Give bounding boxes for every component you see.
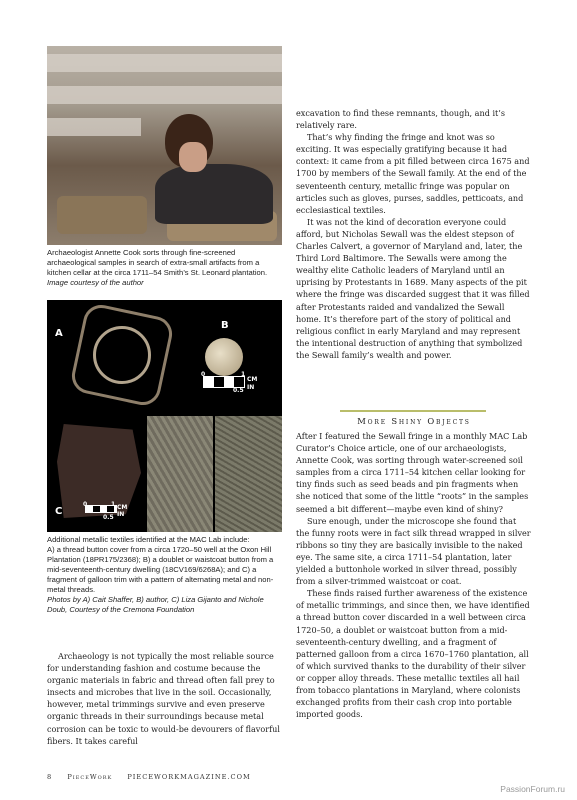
body-paragraph: That’s why finding the fringe and knot was so exciting. It was especially gratifying because it had context: it came from a pit filled between circa 1675 and 1700 by members of the Sewall family. At the end of the seventeenth century, metallic fringe was popular on articles such as gloves, purses, saddles, petticoats, and ecclesiastical textiles.	[296, 132, 530, 215]
scale-label: 0	[83, 501, 88, 508]
person-figure	[179, 142, 207, 172]
scale-label: 0.5	[103, 514, 114, 521]
body-paragraph: Sure enough, under the microscope she found that the funny roots were in fact silk thread wrapped in silver ribbons so tiny they are basically invisible to the naked eye. The same site, a circa 1711–54 plantation, later yielded a buttonhole worked in silver thread, possibly from a silver-trimmed waistcoat or coat.	[296, 515, 531, 587]
panel-label-b: B	[221, 320, 229, 331]
panel-label-a: A	[55, 328, 63, 339]
page-footer	[47, 773, 263, 781]
right-column-section-text	[296, 430, 532, 720]
scale-unit-in: IN	[247, 384, 255, 391]
panel-label-c: C	[55, 506, 63, 517]
website-url: PIECEWORKMAGAZINE.COM	[127, 773, 251, 781]
body-paragraph: These finds raised further awareness of the existence of metallic trimmings, and since then, we have identified a thread button cover discarded in a well between circa 1720–50, a doublet or waistcoat button from a mid-seventeenth-century dwelling, and a fragment of patterned galloon from a circa 1670–1760 plantation, all of which survived thanks to the durability of their silver or copper alloy threads. These metallic textiles all hail from tobacco plantations in Maryland, where colonists exchanged profits from their cash crop into portable imported goods.	[296, 588, 530, 720]
scale-unit-cm: CM	[117, 504, 128, 511]
body-paragraph: excavation to find these remnants, though, and it’s relatively rare.	[296, 108, 506, 131]
page-number: 8	[47, 773, 53, 781]
caption-text: Additional metallic textiles identified at the MAC Lab include:	[47, 535, 250, 544]
section-heading-text: More Shiny Objects	[357, 416, 471, 426]
micrograph-panel	[215, 416, 282, 532]
scale-unit-in: IN	[117, 511, 125, 518]
artifact-tray	[57, 196, 147, 234]
caption-credit: Image courtesy of the author	[47, 278, 144, 287]
scale-label: 1	[241, 371, 246, 378]
caption-credit: Photos by A) Cait Shaffer, B) author, C) Liza Gijanto and Nichole Doub, Courtesy of the Cremona Foundation	[47, 595, 264, 614]
thread-button-cover	[93, 326, 151, 384]
metallic-textiles-photo	[47, 300, 282, 532]
caption-text: Archaeologist Annette Cook sorts through fine-screened archaeological samples in search of extra-small artifacts from a kitchen cellar at the circa 1711–54 Smith’s St. Leonard plantation.	[47, 248, 268, 277]
scale-unit-cm: CM	[247, 376, 258, 383]
doublet-button	[205, 338, 246, 378]
galloon-fragment	[57, 424, 141, 518]
left-column-text	[47, 650, 283, 747]
body-paragraph: After I featured the Sewall fringe in a monthly MAC Lab Curator’s Choice article, one of our archaeologists, Annette Cook, was sorting through water-screened soil samples from a circa 1711–54 kitchen cellar looking for tiny finds such as seed beads and pin fragments when she noticed that some of the little “roots” in the samples seemed a bit different—maybe even kind of shiny?	[296, 431, 529, 514]
magazine-name: PieceWork	[67, 773, 113, 781]
figure-1-caption	[47, 248, 285, 288]
person-figure	[155, 164, 273, 224]
body-paragraph: Archaeology is not typically the most reliable source for understanding fashion and costume because the organic materials in fabric and thread often fall prey to insects and microbes that live in the soil. Occasionally, however, metal trimmings survive and even preserve organic threads in their surroundings because metal corrosion can be toxic to would-be devourers of flavorful fibers. It takes careful	[47, 651, 280, 746]
caption-text: A) a thread button cover from a circa 1720–50 well at the Oxon Hill Plantation (18PR175/2368); B) a doublet or waistcoat button from a mid-seventeenth-century dwelling (18CV169/6268A); and C) a fragment of galloon trim with a pattern of alternating metal and non-metal threads.	[47, 545, 274, 594]
scale-label: 0	[201, 371, 206, 378]
right-column-text	[296, 107, 532, 361]
section-heading	[296, 416, 532, 426]
figure-2-caption	[47, 535, 283, 615]
body-paragraph: It was not the kind of decoration everyone could afford, but Nicholas Sewall was the eldest stepson of Charles Calvert, a governor of Maryland and, later, the Third Lord Baltimore. The Sewalls were among the wealthy elite Catholic leaders of Maryland until an uprising by Protestants in 1689. Many aspects of the pit where the fringe was discarded suggest that it was filled after Protestants raided and vandalized the Sewall home. It’s therefore part of the story of political and religious conflict in early Maryland and may represent the intentional destruction of anything that symbolized the Sewall family’s wealth and power.	[296, 216, 530, 360]
scale-label: 0.5	[233, 387, 244, 394]
archaeologist-photo	[47, 46, 282, 245]
watermark: PassionForum.ru	[500, 784, 565, 794]
scale-label: 1	[111, 501, 116, 508]
micrograph-panel	[147, 416, 213, 532]
section-rule	[340, 410, 486, 412]
